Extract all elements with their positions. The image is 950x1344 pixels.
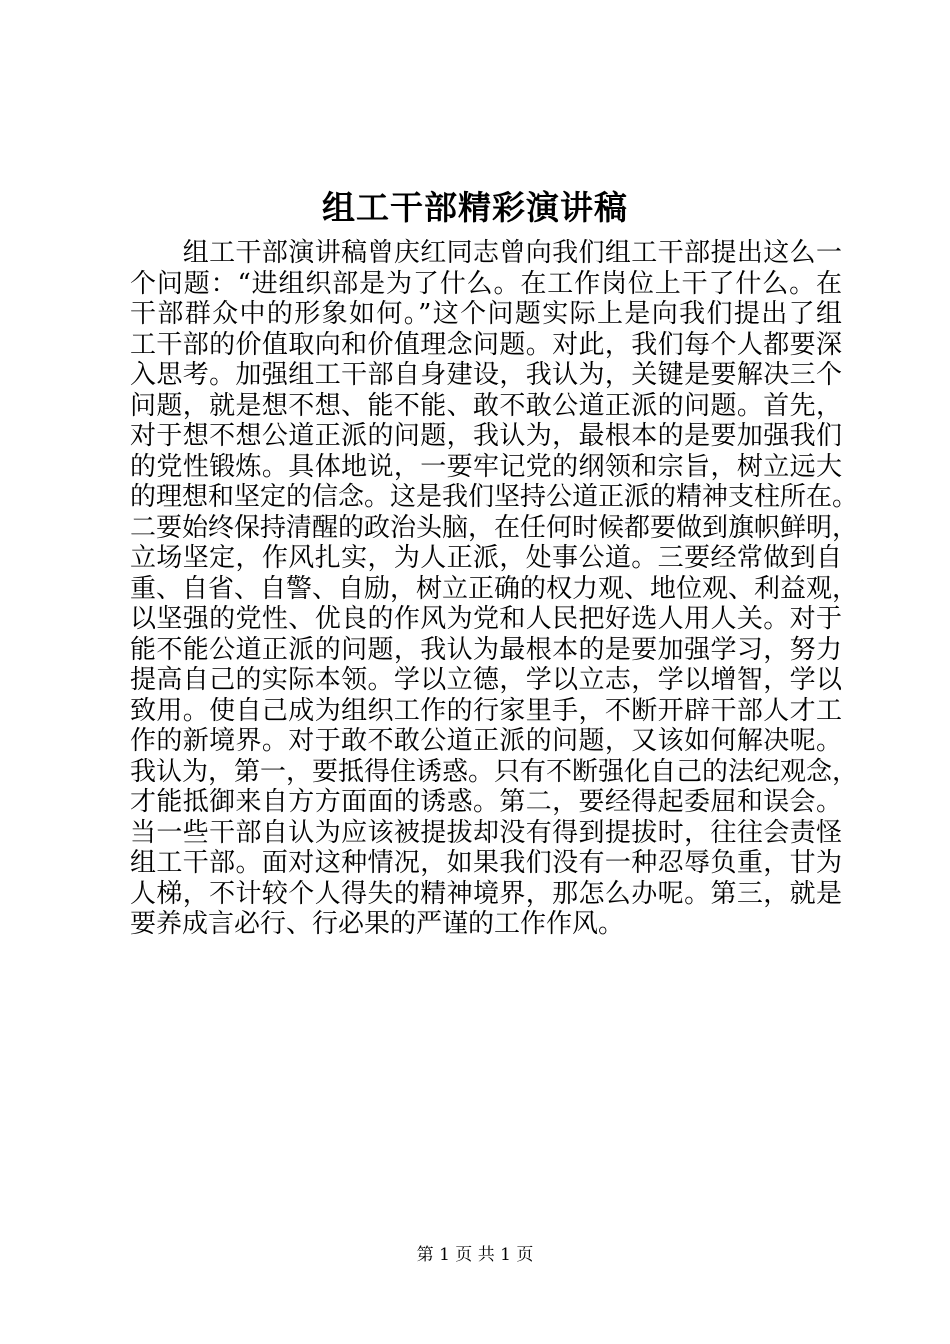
body-line: 以坚强的党性、优良的作风为党和人民把好选人用人关。对于 bbox=[130, 604, 842, 634]
body-line: 个问题：“进组织部是为了什么。在工作岗位上干了什么。在 bbox=[130, 268, 842, 299]
body-line: 当一些干部自认为应该被提拔却没有得到提拔时，往往会责怪 bbox=[130, 817, 842, 848]
page-footer: 第 1 页 共 1 页 bbox=[416, 1245, 534, 1265]
body-line: 才能抵御来自方方面面的诱惑。第二，要经得起委屈和误会。 bbox=[130, 787, 842, 817]
body-line: 问题，就是想不想、能不能、敢不敢公道正派的问题。首先， bbox=[130, 390, 842, 421]
body-line: 作的新境界。对于敢不敢公道正派的问题，又该如何解决呢。 bbox=[130, 726, 842, 756]
body-line: 干部群众中的形象如何。”这个问题实际上是向我们提出了组 bbox=[130, 299, 842, 329]
body-line: 要养成言必行、行必果的严谨的工作作风。 bbox=[130, 909, 625, 939]
body-line: 对于想不想公道正派的问题，我认为，最根本的是要加强我们 bbox=[130, 421, 842, 451]
body-line: 重、自省、自警、自励，树立正确的权力观、地位观、利益观， bbox=[130, 573, 859, 604]
body-line: 的党性锻炼。具体地说，一要牢记党的纲领和宗旨，树立远大 bbox=[130, 451, 842, 482]
body-line: 二要始终保持清醒的政治头脑，在任何时候都要做到旗帜鲜明， bbox=[130, 512, 859, 543]
body-line: 提高自己的实际本领。学以立德，学以立志，学以增智，学以 bbox=[130, 665, 842, 695]
document-body bbox=[130, 238, 859, 940]
body-line: 立场坚定，作风扎实，为人正派，处事公道。三要经常做到自 bbox=[130, 543, 842, 573]
body-line: 能不能公道正派的问题，我认为最根本的是要加强学习，努力 bbox=[130, 634, 842, 665]
document-title: 组工干部精彩演讲稿 bbox=[322, 188, 628, 227]
body-line: 入思考。加强组工干部自身建设，我认为，关键是要解决三个 bbox=[130, 360, 842, 390]
body-line: 工干部的价值取向和价值理念问题。对此，我们每个人都要深 bbox=[130, 329, 842, 360]
body-line: 组工干部演讲稿曾庆红同志曾向我们组工干部提出这么一 bbox=[130, 238, 842, 268]
body-line: 致用。使自己成为组织工作的行家里手，不断开辟干部人才工 bbox=[130, 695, 842, 726]
body-line: 我认为，第一，要抵得住诱惑。只有不断强化自己的法纪观念， bbox=[130, 756, 859, 787]
body-line: 人梯，不计较个人得失的精神境界，那怎么办呢。第三，就是 bbox=[130, 878, 842, 909]
body-line: 的理想和坚定的信念。这是我们坚持公道正派的精神支柱所在。 bbox=[130, 482, 859, 512]
body-line: 组工干部。面对这种情况，如果我们没有一种忍辱负重，甘为 bbox=[130, 848, 842, 878]
